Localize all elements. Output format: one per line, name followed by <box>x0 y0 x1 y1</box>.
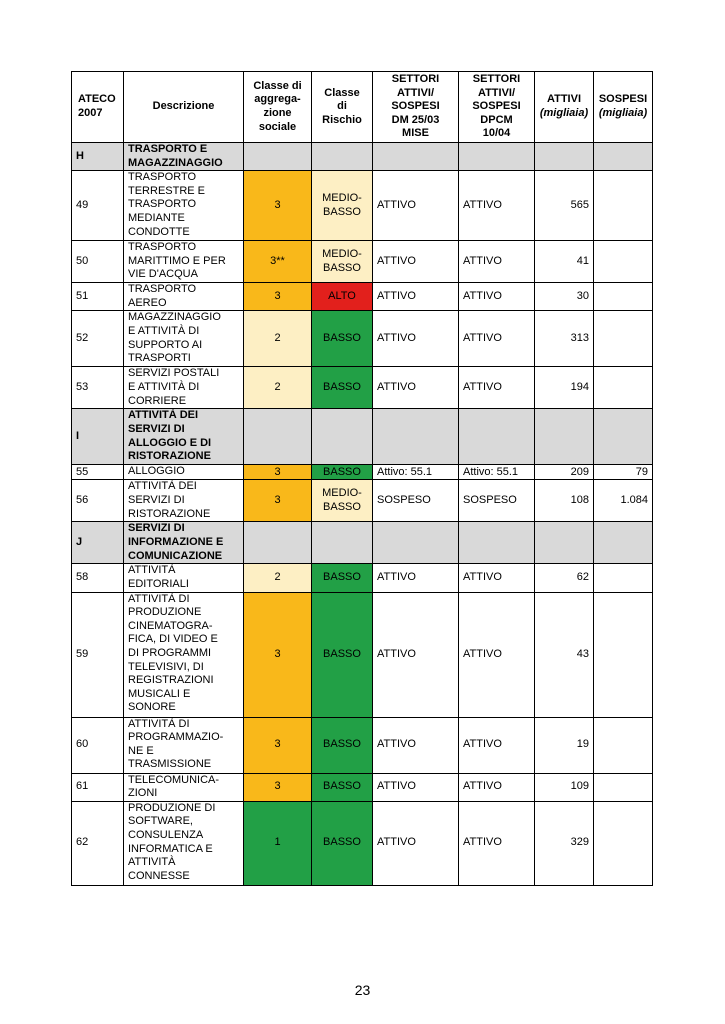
header-attivi-label: ATTIVI <box>546 93 581 106</box>
table-row <box>72 171 653 241</box>
header-sospesi <box>594 72 653 143</box>
aggregation-class-cell: 3 <box>244 773 312 801</box>
ateco-code: 51 <box>72 283 124 311</box>
status-mise-cell: ATTIVO <box>373 283 459 311</box>
sospesi-value <box>594 592 653 717</box>
table-row <box>72 773 653 801</box>
section-row <box>72 522 653 564</box>
table-body <box>72 143 653 886</box>
status-mise-cell: ATTIVO <box>373 801 459 885</box>
aggregation-class-cell: 3 <box>244 592 312 717</box>
sector-description: ALLOGGIO <box>124 465 244 480</box>
ateco-code: 50 <box>72 241 124 283</box>
risk-class-cell: BASSO <box>312 717 373 773</box>
sector-description: PRODUZIONE DI SOFTWARE, CONSULENZA INFORMATICA E ATTIVITÀ CONNESSE <box>124 801 244 885</box>
attivi-value: 209 <box>535 465 594 480</box>
risk-class-cell: BASSO <box>312 801 373 885</box>
status-dpcm-cell: Attivo: 55.1 <box>459 465 535 480</box>
ateco-code: 60 <box>72 717 124 773</box>
section-empty-cell <box>373 409 459 465</box>
sector-description: ATTIVITÀ DI PRODUZIONE CINEMATOGRA- FICA, DI VIDEO E DI PROGRAMMI TELEVISIVI, DI REGISTRAZIONI MUSICALI E SONORE <box>124 592 244 717</box>
risk-class-cell: ALTO <box>312 283 373 311</box>
status-mise-cell: ATTIVO <box>373 171 459 241</box>
ateco-code: 59 <box>72 592 124 717</box>
section-title: SERVIZI DI INFORMAZIONE E COMUNICAZIONE <box>124 522 244 564</box>
section-empty-cell <box>373 143 459 171</box>
section-empty-cell <box>459 143 535 171</box>
sospesi-value: 79 <box>594 465 653 480</box>
attivi-value: 329 <box>535 801 594 885</box>
ateco-code: 62 <box>72 801 124 885</box>
aggregation-class-cell: 3** <box>244 241 312 283</box>
sector-description: ATTIVITÀ DI PROGRAMMAZIO- NE E TRASMISSIONE <box>124 717 244 773</box>
status-mise-cell: ATTIVO <box>373 241 459 283</box>
header-sospesi-label: SOSPESI <box>598 93 648 106</box>
section-empty-cell <box>244 409 312 465</box>
aggregation-class-cell: 1 <box>244 801 312 885</box>
risk-class-cell: MEDIO- BASSO <box>312 480 373 522</box>
section-empty-cell <box>312 522 373 564</box>
attivi-value: 30 <box>535 283 594 311</box>
section-empty-cell <box>594 522 653 564</box>
table-row <box>72 480 653 522</box>
section-empty-cell <box>373 522 459 564</box>
risk-class-cell: BASSO <box>312 311 373 367</box>
aggregation-class-cell: 3 <box>244 171 312 241</box>
risk-class-cell: BASSO <box>312 773 373 801</box>
header-classe-aggregazione: Classe di aggrega- zione sociale <box>244 72 312 143</box>
status-dpcm-cell: ATTIVO <box>459 283 535 311</box>
table-row <box>72 465 653 480</box>
section-empty-cell <box>594 409 653 465</box>
table-row <box>72 592 653 717</box>
status-dpcm-cell: ATTIVO <box>459 564 535 592</box>
risk-class-cell: MEDIO- BASSO <box>312 241 373 283</box>
section-code: J <box>72 522 124 564</box>
table-row <box>72 283 653 311</box>
section-row <box>72 143 653 171</box>
status-dpcm-cell: ATTIVO <box>459 773 535 801</box>
sector-description: SERVIZI POSTALI E ATTIVITÀ DI CORRIERE <box>124 367 244 409</box>
section-code: I <box>72 409 124 465</box>
status-mise-cell: ATTIVO <box>373 564 459 592</box>
page-number: 23 <box>354 982 371 998</box>
section-title: TRASPORTO E MAGAZZINAGGIO <box>124 143 244 171</box>
aggregation-class-cell: 3 <box>244 717 312 773</box>
attivi-value: 313 <box>535 311 594 367</box>
sospesi-value <box>594 241 653 283</box>
status-mise-cell: ATTIVO <box>373 592 459 717</box>
sector-description: TELECOMUNICA- ZIONI <box>124 773 244 801</box>
status-mise-cell: SOSPESO <box>373 480 459 522</box>
section-empty-cell <box>312 143 373 171</box>
sospesi-value <box>594 311 653 367</box>
section-row <box>72 409 653 465</box>
attivi-value: 108 <box>535 480 594 522</box>
attivi-value: 43 <box>535 592 594 717</box>
header-descrizione: Descrizione <box>124 72 244 143</box>
table-row <box>72 801 653 885</box>
attivi-value: 62 <box>535 564 594 592</box>
table-row <box>72 367 653 409</box>
status-mise-cell: ATTIVO <box>373 311 459 367</box>
status-dpcm-cell: ATTIVO <box>459 717 535 773</box>
ateco-code: 52 <box>72 311 124 367</box>
sospesi-value <box>594 171 653 241</box>
header-row <box>72 72 653 143</box>
section-code: H <box>72 143 124 171</box>
section-empty-cell <box>535 143 594 171</box>
section-empty-cell <box>594 143 653 171</box>
table-row <box>72 564 653 592</box>
section-empty-cell <box>244 522 312 564</box>
aggregation-class-cell: 3 <box>244 283 312 311</box>
risk-class-cell: BASSO <box>312 564 373 592</box>
sospesi-value <box>594 283 653 311</box>
sector-description: TRASPORTO AEREO <box>124 283 244 311</box>
sector-description: TRASPORTO TERRESTRE E TRASPORTO MEDIANTE CONDOTTE <box>124 171 244 241</box>
ateco-code: 49 <box>72 171 124 241</box>
aggregation-class-cell: 2 <box>244 311 312 367</box>
ateco-code: 58 <box>72 564 124 592</box>
status-dpcm-cell: ATTIVO <box>459 367 535 409</box>
ateco-code: 55 <box>72 465 124 480</box>
status-dpcm-cell: SOSPESO <box>459 480 535 522</box>
sector-description: MAGAZZINAGGIO E ATTIVITÀ DI SUPPORTO AI TRASPORTI <box>124 311 244 367</box>
status-mise-cell: ATTIVO <box>373 367 459 409</box>
table-row <box>72 717 653 773</box>
header-sospesi-unit: (migliaia) <box>598 107 648 119</box>
status-dpcm-cell: ATTIVO <box>459 171 535 241</box>
header-attivi-unit: (migliaia) <box>539 107 589 119</box>
attivi-value: 19 <box>535 717 594 773</box>
status-dpcm-cell: ATTIVO <box>459 801 535 885</box>
section-empty-cell <box>244 143 312 171</box>
header-classe-rischio: Classe di Rischio <box>312 72 373 143</box>
attivi-value: 41 <box>535 241 594 283</box>
sector-description: ATTIVITÀ EDITORIALI <box>124 564 244 592</box>
section-empty-cell <box>459 409 535 465</box>
sospesi-value: 1.084 <box>594 480 653 522</box>
ateco-sector-table <box>71 71 653 886</box>
status-dpcm-cell: ATTIVO <box>459 592 535 717</box>
ateco-code: 56 <box>72 480 124 522</box>
sector-description: ATTIVITÀ DEI SERVIZI DI RISTORAZIONE <box>124 480 244 522</box>
attivi-value: 109 <box>535 773 594 801</box>
aggregation-class-cell: 3 <box>244 480 312 522</box>
header-ateco: ATECO 2007 <box>72 72 124 143</box>
header-settori-mise: SETTORI ATTIVI/ SOSPESI DM 25/03 MISE <box>373 72 459 143</box>
sector-description: TRASPORTO MARITTIMO E PER VIE D'ACQUA <box>124 241 244 283</box>
table-row <box>72 311 653 367</box>
sospesi-value <box>594 773 653 801</box>
status-mise-cell: Attivo: 55.1 <box>373 465 459 480</box>
risk-class-cell: BASSO <box>312 592 373 717</box>
sospesi-value <box>594 564 653 592</box>
status-dpcm-cell: ATTIVO <box>459 241 535 283</box>
section-empty-cell <box>312 409 373 465</box>
attivi-value: 194 <box>535 367 594 409</box>
section-title: ATTIVITÀ DEI SERVIZI DI ALLOGGIO E DI RISTORAZIONE <box>124 409 244 465</box>
section-empty-cell <box>535 522 594 564</box>
table-row <box>72 241 653 283</box>
status-mise-cell: ATTIVO <box>373 773 459 801</box>
header-attivi <box>535 72 594 143</box>
sospesi-value <box>594 367 653 409</box>
aggregation-class-cell: 3 <box>244 465 312 480</box>
status-mise-cell: ATTIVO <box>373 717 459 773</box>
risk-class-cell: BASSO <box>312 367 373 409</box>
attivi-value: 565 <box>535 171 594 241</box>
risk-class-cell: MEDIO- BASSO <box>312 171 373 241</box>
risk-class-cell: BASSO <box>312 465 373 480</box>
header-settori-dpcm: SETTORI ATTIVI/ SOSPESI DPCM 10/04 <box>459 72 535 143</box>
aggregation-class-cell: 2 <box>244 564 312 592</box>
status-dpcm-cell: ATTIVO <box>459 311 535 367</box>
sospesi-value <box>594 801 653 885</box>
sospesi-value <box>594 717 653 773</box>
ateco-code: 53 <box>72 367 124 409</box>
section-empty-cell <box>459 522 535 564</box>
aggregation-class-cell: 2 <box>244 367 312 409</box>
section-empty-cell <box>535 409 594 465</box>
ateco-code: 61 <box>72 773 124 801</box>
